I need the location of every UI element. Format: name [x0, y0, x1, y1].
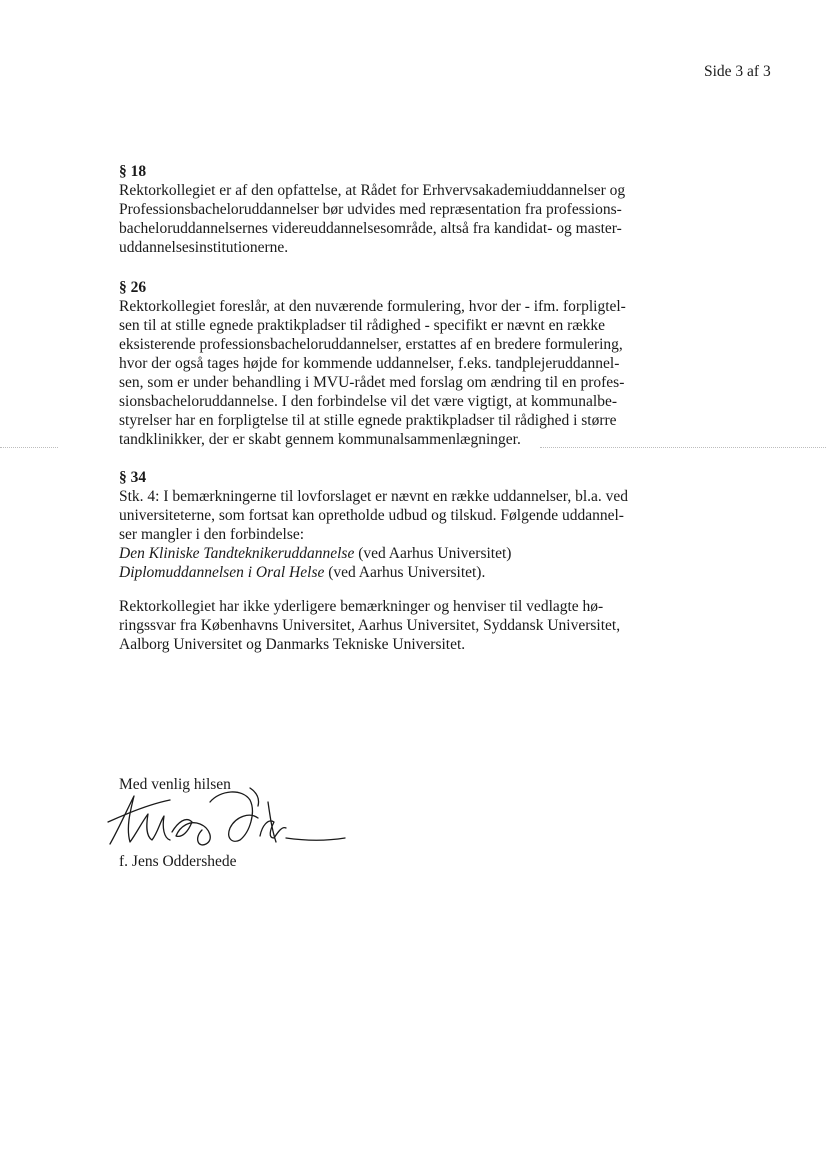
handwritten-signature: [100, 782, 350, 860]
text-line: sionsbacheloruddannelse. I den forbindelse vil det være vigtigt, at kommunalbe-: [119, 393, 618, 410]
education-name: Diplomuddannelsen i Oral Helse: [119, 564, 325, 581]
text-line: Rektorkollegiet foreslår, at den nuværende formulering, hvor der - ifm. forpligtel-: [119, 298, 626, 315]
text-line: styrelser har en forpligtelse til at stille egnede praktikpladser til rådighed i større: [119, 412, 617, 429]
text-line: ser mangler i den forbindelse:: [119, 526, 305, 543]
text-line: uddannelsesinstitutionerne.: [119, 239, 289, 256]
section-title: § 18: [119, 163, 147, 180]
education-note: (ved Aarhus Universitet).: [324, 564, 486, 581]
section-title: § 34: [119, 469, 147, 486]
scan-artifact-left: [0, 447, 58, 448]
text-line: sen til at stille egnede praktikpladser til rådighed - specifikt er nævnt en række: [119, 317, 605, 334]
text-line: Aalborg Universitet og Danmarks Tekniske Universitet.: [119, 636, 466, 653]
scan-artifact-right: [540, 447, 826, 448]
section-26: [119, 278, 679, 449]
text-line: Rektorkollegiet har ikke yderligere bemærkninger og henviser til vedlagte hø-: [119, 598, 604, 615]
closing-paragraph: [119, 597, 679, 654]
text-line: eksisterende professionsbacheloruddannelser, erstattes af en bredere formulering,: [119, 336, 623, 353]
page-number: Side 3 af 3: [704, 63, 771, 80]
greeting: Med venlig hilsen: [119, 776, 231, 793]
text-line: Professionsbacheloruddannelser bør udvides med repræsentation fra professions-: [119, 201, 622, 218]
signer-name: f. Jens Oddershede: [119, 853, 237, 870]
text-line: ringssvar fra Københavns Universitet, Aarhus Universitet, Syddansk Universitet,: [119, 617, 621, 634]
text-line: universiteterne, som fortsat kan opretholde udbud og tilskud. Følgende uddannel-: [119, 507, 624, 524]
section-title: § 26: [119, 279, 147, 296]
text-line: sen, som er under behandling i MVU-rådet med forslag om ændring til en profes-: [119, 374, 625, 391]
text-line: Stk. 4: I bemærkningerne til lovforslaget er nævnt en række uddannelser, bl.a. ved: [119, 488, 629, 505]
text-line: Rektorkollegiet er af den opfattelse, at Rådet for Erhvervsakademiuddannelser og: [119, 182, 626, 199]
text-line: bacheloruddannelsernes videreuddannelsesområde, altså fra kandidat- og master-: [119, 220, 622, 237]
education-item: [119, 563, 679, 582]
section-18: [119, 162, 679, 257]
education-item: [119, 544, 679, 563]
education-name: Den Kliniske Tandteknikeruddannelse: [119, 545, 355, 562]
text-line: hvor der også tages højde for kommende uddannelser, f.eks. tandplejeruddannel-: [119, 355, 620, 372]
education-note: (ved Aarhus Universitet): [354, 545, 512, 562]
text-line: tandklinikker, der er skabt gennem kommunalsammenlægninger.: [119, 431, 521, 448]
section-34: [119, 468, 679, 582]
